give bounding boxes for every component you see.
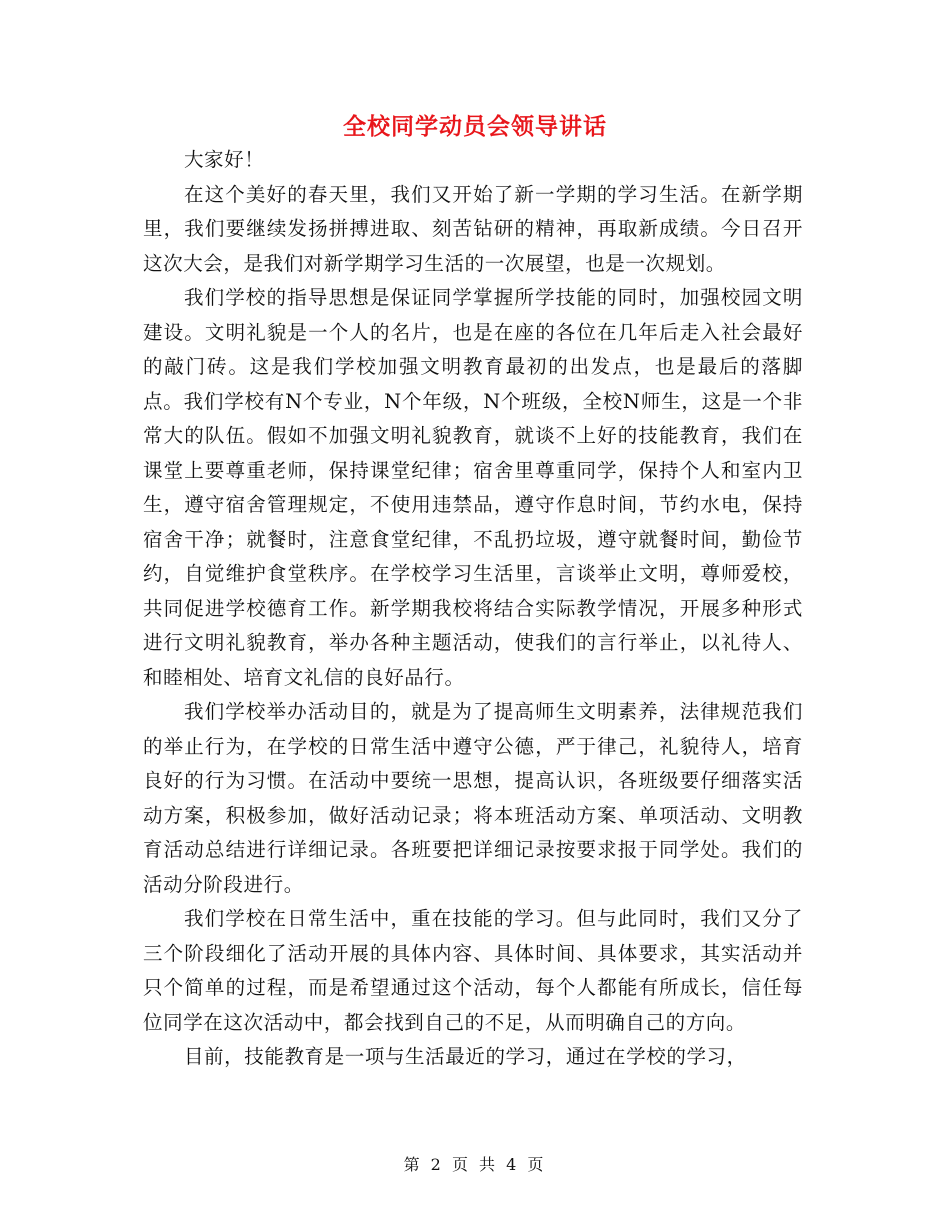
body-paragraph: 在这个美好的春天里，我们又开始了新一学期的学习生活。在新学期里，我们要继续发扬拼搏进取、刻苦钻研的精神，再取新成绩。今日召开这次大会，是我们对新学期学习生活的一次展望，也是一次规划。 (143, 182, 803, 275)
document-body (143, 143, 803, 1075)
body-paragraph: 我们学校在日常生活中，重在技能的学习。但与此同时，我们又分了三个阶段细化了活动开展的具体内容、具体时间、具体要求，其实活动并只个简单的过程，而是希望通过这个活动，每个人都能有所成长，信任每位同学在这次活动中，都会找到自己的不足，从而明确自己的方向。 (143, 907, 803, 1034)
body-paragraph: 我们学校的指导思想是保证同学掌握所学技能的同时，加强校园文明建设。文明礼貌是一个人的名片，也是在座的各位在几年后走入社会最好的敲门砖。这是我们学校加强文明教育最初的出发点，也是最后的落脚点。我们学校有N个专业，N个年级，N个班级，全校N师生，这是一个非常大的队伍。假如不加强文明礼貌教育，就谈不上好的技能教育，我们在课堂上要尊重老师，保持课堂纪律；宿舍里尊重同学，保持个人和室内卫生，遵守宿舍管理规定，不使用违禁品，遵守作息时间，节约水电，保持宿舍干净；就餐时，注意食堂纪律，不乱扔垃圾，遵守就餐时间，勤俭节约，自觉维护食堂秩序。在学校学习生活里，言谈举止文明，尊师爱校，共同促进学校德育工作。新学期我校将结合实际教学情况，开展多种形式进行文明礼貌教育，举办各种主题活动，使我们的言行举止，以礼待人、和睦相处、培育文礼信的良好品行。 (143, 286, 803, 689)
page-footer: 第 2 页 共 4 页 (403, 1155, 547, 1174)
body-paragraph: 目前，技能教育是一项与生活最近的学习，通过在学校的学习， (183, 1045, 747, 1068)
document-title: 全校同学动员会领导讲话 (343, 114, 607, 140)
salutation-paragraph: 大家好！ (183, 148, 265, 171)
body-paragraph: 我们学校举办活动目的，就是为了提高师生文明素养，法律规范我们的举止行为，在学校的日常生活中遵守公德，严于律己，礼貌待人，培育良好的行为习惯。在活动中要统一思想，提高认识，各班级要仔细落实活动方案，积极参加，做好活动记录；将本班活动方案、单项活动、文明教育活动总结进行详细记录。各班要把详细记录按要求报于同学处。我们的活动分阶段进行。 (143, 700, 803, 896)
